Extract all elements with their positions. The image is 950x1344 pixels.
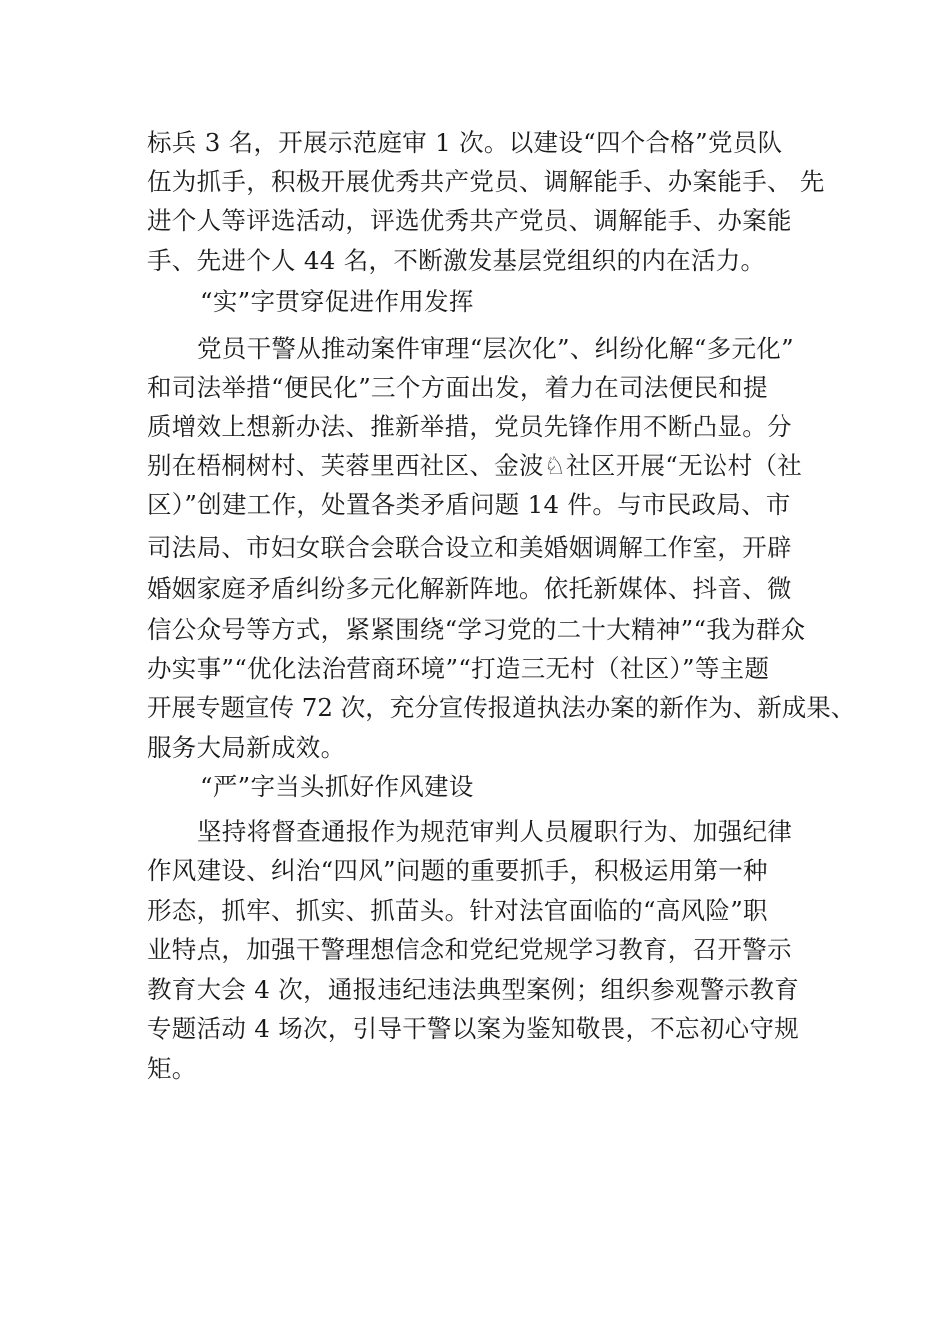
paragraph-line: 司法局、市妇女联合会联合设立和美婚姻调解工作室，开辟 [147,533,792,562]
paragraph-line: 业特点，加强干警理想信念和党纪党规学习教育，召开警示 [147,935,792,964]
paragraph-line: 区）”创建工作，处置各类矛盾问题 14 件。与市民政局、市 [147,490,791,519]
paragraph-line: 和司法举措“便民化”三个方面出发，着力在司法便民和提 [147,373,768,402]
paragraph-line: 教育大会 4 次，通报违纪违法典型案例；组织参观警示教育 [147,975,800,1004]
paragraph-line: 进个人等评选活动，评选优秀共产党员、调解能手、办案能 [147,206,792,235]
paragraph-line: 专题活动 4 场次，引导干警以案为鉴知敬畏，不忘初心守规 [147,1014,800,1043]
paragraph-line: 坚持将督查通报作为规范审判人员履职行为、加强纪律 [197,817,793,846]
paragraph-line: 标兵 3 名，开展示范庭审 1 次。以建设“四个合格”党员队 [147,128,783,157]
section-heading-shi: “实”字贯穿促进作用发挥 [200,287,474,316]
paragraph-line: 党员干警从推动案件审理“层次化”、纠纷化解“多元化” [197,334,794,363]
paragraph-line: 手、先进个人 44 名，不断激发基层党组织的内在活力。 [147,246,766,275]
section-heading-yan: “严”字当头抓好作风建设 [200,772,474,801]
paragraph-line: 婚姻家庭矛盾纠纷多元化解新阵地。依托新媒体、抖音、微 [147,574,792,603]
paragraph-line: 办实事”“优化法治营商环境”“打造三无村（社区）”等主题 [147,654,770,683]
paragraph-line: 开展专题宣传 72 次，充分宣传报道执法办案的新作为、新成果、 [147,693,856,722]
paragraph-line: 别在梧桐树村、芙蓉里西社区、金波♘社区开展“无讼村（社 [147,451,803,480]
paragraph-line: 形态，抓牢、抓实、抓苗头。针对法官面临的“高风险”职 [147,896,768,925]
paragraph-line: 服务大局新成效。 [147,733,346,762]
paragraph-line: 作风建设、纠治“四风”问题的重要抓手，积极运用第一种 [147,856,768,885]
paragraph-line: 伍为抓手，积极开展优秀共产党员、调解能手、办案能手、 先 [147,167,825,196]
paragraph-line: 信公众号等方式，紧紧围绕“学习党的二十大精神”“我为群众 [147,615,806,644]
paragraph-line: 质增效上想新办法、推新举措，党员先锋作用不断凸显。分 [147,412,792,441]
paragraph-line: 矩。 [147,1054,197,1083]
